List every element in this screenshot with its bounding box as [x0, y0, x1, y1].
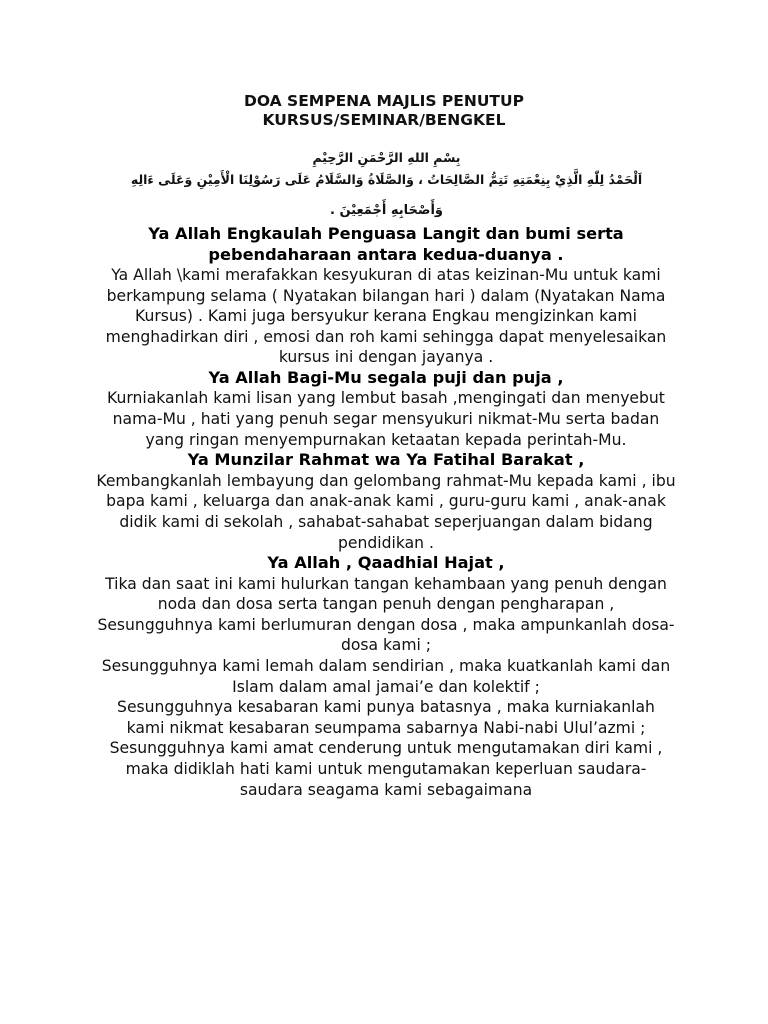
- closing-line: Sesungguhnya kesabaran kami punya batasnya , maka kurniakanlah kami nikmat kesabaran seumpama sabarnya Nabi-nabi Ulul’azmi ;: [117, 698, 655, 737]
- arabic-opening-line1: اَلْحَمْدُ لِلّٰهِ الَّذِيْ بِنِعْمَتِهِ تَتِمُّ الصَّالِحَاتُ ، وَالصَّلَاةُ وَالسَّلَامُ عَلَى رَسُوْلِنَا الْأَمِيْنِ وَعَلَى ءَالِهِ: [130, 172, 643, 187]
- document-title-line1: DOA SEMPENA MAJLIS PENUTUP: [244, 92, 524, 110]
- section-text: Ya Allah \kami merafakkan kesyukuran di atas keizinan-Mu untuk kami berkampung selama ( Nyatakan bilangan hari ) dalam (Nyatakan Nama Kursus) . Kami juga bersyukur kerana Engkau mengizinkan kami menghadirkan diri , emosi dan roh kami sehingga dapat menyelesaikan kursus ini dengan jayanya .: [105, 266, 667, 367]
- document-title-line2: KURSUS/SEMINAR/BENGKEL: [262, 111, 506, 129]
- section-heading: Ya Allah , Qaadhial Hajat ,: [267, 553, 505, 573]
- section-heading: Ya Allah Engkaulah Penguasa Langit dan bumi serta pebendaharaan antara kedua-duanya .: [148, 224, 624, 264]
- arabic-opening-line2: وَأَصْحَابِهِ أَجْمَعِيْنَ .: [330, 203, 443, 218]
- closing-line: Sesungguhnya kami berlumuran dengan dosa , maka ampunkanlah dosa-dosa kami ;: [97, 615, 675, 655]
- section-text: Kurniakanlah kami lisan yang lembut basah ,mengingati dan menyebut nama-Mu , hati yang penuh segar mensyukuri nikmat-Mu serta badan yang ringan menyempurnakan ketaatan kepada perintah-Mu.: [107, 389, 665, 449]
- arabic-basmalah: بِسْمِ اللهِ الرَّحْمَنِ الرَّحِيْمِ: [312, 150, 461, 165]
- section-heading: Ya Allah Bagi-Mu segala puji dan puja ,: [208, 367, 564, 387]
- closing-line: Sesungguhnya kami lemah dalam sendirian , maka kuatkanlah kami dan Islam dalam amal jamai’e dan kolektif ;: [101, 657, 671, 696]
- section-text: Kembangkanlah lembayung dan gelombang rahmat-Mu kepada kami , ibu bapa kami , keluarga dan anak-anak kami , guru-guru kami , anak-anak didik kami di sekolah , sahabat-sahabat seperjuangan dalam bidang pendidikan .: [96, 471, 676, 552]
- section-text: Tika dan saat ini kami hulurkan tangan kehambaan yang penuh dengan noda dan dosa serta tangan penuh dengan pengharapan ,: [105, 574, 667, 614]
- section-heading: Ya Munzilar Rahmat wa Ya Fatihal Barakat ,: [187, 450, 585, 470]
- prayer-body: [96, 224, 676, 800]
- closing-line: Sesungguhnya kami amat cenderung untuk mengutamakan diri kami , maka didiklah hati kami untuk mengutamakan keperluan saudara-saudara seagama kami sebagaimana: [109, 739, 663, 799]
